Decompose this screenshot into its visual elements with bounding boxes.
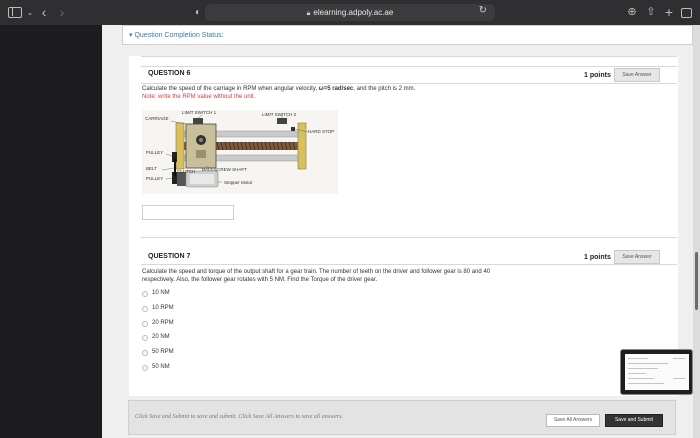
sidebar-toggle-icon[interactable] (8, 7, 22, 18)
save-all-answers-button[interactable]: Save All Answers (546, 414, 600, 427)
question-7-save-answer-button[interactable]: Save Answer (614, 250, 660, 264)
question-completion-status-link[interactable]: ▾ Question Completion Status: (129, 32, 224, 39)
option-label: 50 NM (152, 364, 170, 370)
stepper-motor-label: Stepper Motor (224, 180, 253, 185)
status-link-label: Question Completion Status: (134, 32, 224, 39)
radio-button[interactable] (142, 365, 148, 371)
question-6-text-post: , and the pitch is 2 mm. (353, 86, 416, 92)
ball-screw-label: BALL SCREW SHAFT (202, 167, 247, 172)
option-label: 10 RPM (152, 305, 174, 311)
url-text: elearning.adpoly.ac.ae (313, 8, 394, 17)
hard-stop-label: HARD STOP (308, 129, 335, 134)
radio-button[interactable] (142, 350, 148, 356)
tab-overview-icon[interactable] (681, 8, 692, 18)
thumbnail-preview (625, 354, 689, 390)
divider (141, 66, 677, 67)
question-7-text-line-2: respectively. Also, the follower gear rotates with 5 NM. Find the Torque of the driver gear. (142, 277, 378, 283)
question-6-note: Note: write the RPM value without the unit. (142, 94, 256, 100)
clutch-label: CLUTCH (177, 169, 196, 174)
question-7-points: 1 points (584, 254, 611, 261)
download-icon[interactable]: ⊕ (627, 6, 637, 18)
share-icon[interactable]: ⇧ (646, 6, 656, 18)
lock-icon: 🔒︎ (306, 10, 311, 17)
screenshot-thumbnail[interactable] (620, 349, 693, 395)
question-7-title: QUESTION 7 (148, 253, 191, 260)
new-tab-icon[interactable]: + (664, 4, 674, 20)
submit-footer (128, 400, 676, 435)
carriage-label: CARRIAGE (145, 116, 169, 121)
radio-button[interactable] (142, 306, 148, 312)
radio-button[interactable] (142, 291, 148, 297)
chevron-down-icon[interactable]: ⌄ (26, 8, 34, 17)
footer-instruction: Click Save and Submit to save and submit. Click Save All Answers to save all answers. (135, 414, 343, 420)
question-7-text-line-1: Calculate the speed and torque of the output shaft for a gear train. The number of teeth on the driver and follower gear is 80 and 40 (142, 269, 491, 275)
pulley-bottom-label: PULLEY (146, 176, 164, 181)
option-label: 20 RPM (152, 320, 174, 326)
radio-button[interactable] (142, 321, 148, 327)
left-dark-panel (0, 25, 102, 438)
question-6-save-answer-button[interactable]: Save Answer (614, 68, 660, 82)
option-label: 20 NM (152, 334, 170, 340)
belt-label: BELT (146, 166, 157, 171)
question-6-answer-input[interactable] (142, 205, 234, 220)
question-6-text (142, 86, 415, 94)
question-6-text-pre: Calculate the speed of the carriage in RPM when angular velocity, (142, 86, 319, 92)
back-icon[interactable]: ‹ (41, 4, 47, 20)
limit-switch-1-label: LIMIT SWITCH 1 (182, 110, 217, 115)
option-label: 10 NM (152, 290, 170, 296)
browser-toolbar (0, 0, 700, 25)
divider (141, 264, 677, 265)
radio-button[interactable] (142, 335, 148, 341)
pulley-top-label: PULLEY (146, 150, 164, 155)
completion-status-box (122, 25, 693, 45)
divider (141, 83, 677, 84)
scroll-track (693, 25, 700, 438)
question-6-points: 1 points (584, 72, 611, 79)
question-6-title: QUESTION 6 (148, 70, 191, 77)
scrollbar-thumb[interactable] (695, 252, 698, 310)
divider (141, 237, 677, 238)
option-label: 50 RPM (152, 349, 174, 355)
lead-screw-diagram (142, 110, 338, 194)
divider (141, 56, 677, 57)
questions-panel (129, 56, 678, 396)
question-6-text-bold: ω=5 rad/sec (318, 86, 354, 92)
save-and-submit-button[interactable]: Save and Submit (605, 414, 663, 427)
address-bar[interactable] (205, 4, 495, 21)
reload-icon[interactable]: ↻ (478, 5, 487, 16)
forward-icon[interactable]: › (59, 4, 65, 20)
shield-icon[interactable]: ◐ (194, 7, 202, 18)
limit-switch-2-label: LIMIT SWITCH 2 (262, 112, 297, 117)
